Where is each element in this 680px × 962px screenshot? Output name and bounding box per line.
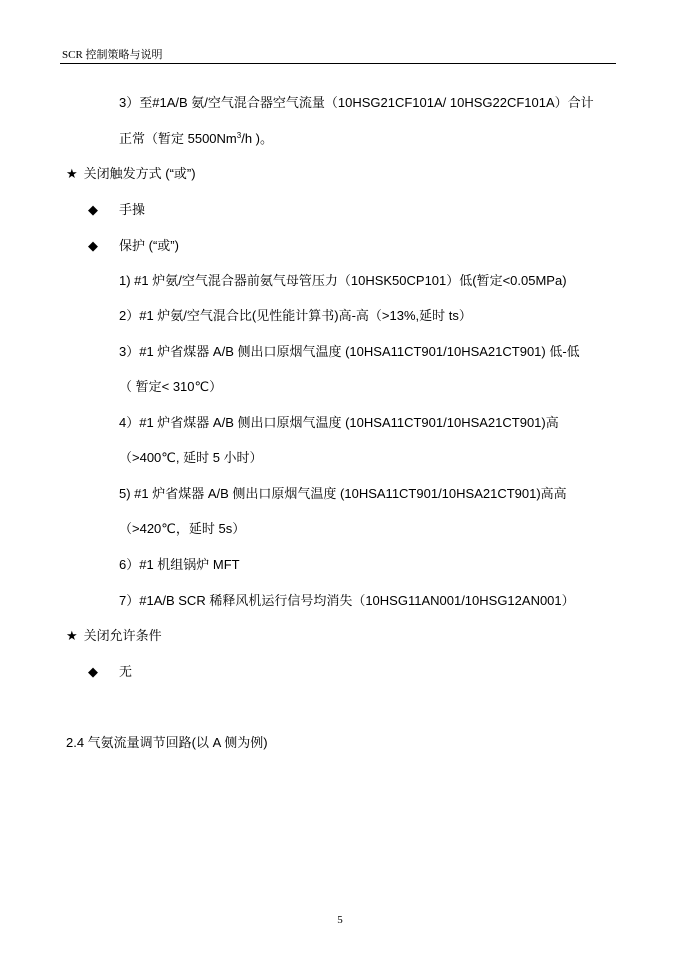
protect-item: 6）#1 机组锅炉 MFT <box>119 557 240 572</box>
protect-item: 2）#1 炉氨/空气混合比(见性能计算书)高-高（>13%,延时 ts） <box>119 308 472 323</box>
close-trigger-protect: 保护 (“或”) <box>119 238 179 253</box>
close-permit-none: 无 <box>119 664 133 679</box>
protect-item: （>400℃, 延时 5 小时） <box>119 450 263 465</box>
close-trigger-manual: 手操 <box>119 202 146 217</box>
open-condition-item3-line1: 3）至#1A/B 氨/空气混合器空气流量（10HSG21CF101A/ 10HSG22CF101A）合计 <box>119 95 594 110</box>
star-bullet-icon: ★ <box>66 628 78 643</box>
diamond-bullet-icon: ◆ <box>88 238 98 253</box>
diamond-bullet-icon: ◆ <box>88 202 98 217</box>
protect-item: （ 暂定< 310℃） <box>119 379 223 394</box>
protect-item: 7）#1A/B SCR 稀释风机运行信号均消失（10HSG11AN001/10HSG12AN001） <box>119 593 575 608</box>
protect-item: 3）#1 炉省煤器 A/B 侧出口原烟气温度 (10HSA11CT901/10HSA21CT901) 低-低 <box>119 344 580 359</box>
star-bullet-icon: ★ <box>66 166 78 181</box>
header-divider <box>60 63 616 64</box>
diamond-bullet-icon: ◆ <box>88 664 98 679</box>
item3-suffix: /h )。 <box>241 131 273 146</box>
item3-superscript: 3 <box>236 131 242 140</box>
page-number: 5 <box>337 914 343 926</box>
item3-prefix: 正常（暂定 5500Nm <box>119 131 237 146</box>
section-title: 2.4 气氨流量调节回路(以 A 侧为例) <box>66 735 268 750</box>
close-trigger-heading <box>66 166 196 182</box>
close-permit-heading-text: 关闭允许条件 <box>83 628 162 643</box>
open-condition-item3-line2 <box>119 131 273 147</box>
protect-item: 1) #1 炉氨/空气混合器前氨气母管压力（10HSK50CP101）低(暂定<0.05MPa) <box>119 273 567 288</box>
protect-item: 5) #1 炉省煤器 A/B 侧出口原烟气温度 (10HSA11CT901/10HSA21CT901)高高 <box>119 486 567 501</box>
page-header: SCR 控制策略与说明 <box>62 49 163 61</box>
close-trigger-heading-text: 关闭触发方式 (“或”) <box>83 166 196 181</box>
protect-item: 4）#1 炉省煤器 A/B 侧出口原烟气温度 (10HSA11CT901/10HSA21CT901)高 <box>119 415 559 430</box>
close-permit-heading <box>66 628 162 644</box>
protect-item: （>420℃，延时 5s） <box>119 521 246 536</box>
